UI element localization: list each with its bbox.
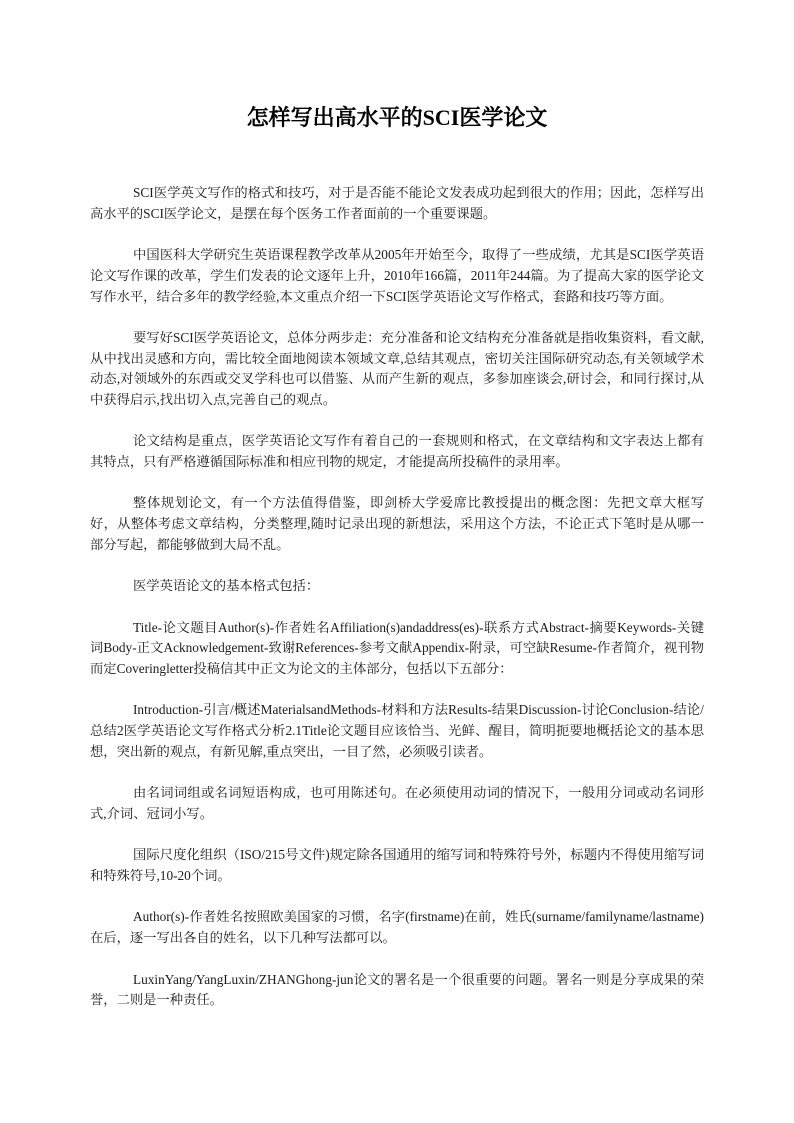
paragraph: 整体规划论文，有一个方法值得借鉴，即剑桥大学爱席比教授提出的概念图：先把文章大框写好，从整体考虑文章结构，分类整理,随时记录出现的新想法，采用这个方法，不论正式下笔时是从哪一部分写起，都能够做到大局不乱。 xyxy=(90,495,704,552)
paragraph: 中国医科大学研究生英语课程教学改革从2005年开始至今，取得了一些成绩，尤其是SCI医学英语论文写作课的改革，学生们发表的论文逐年上升，2010年166篇，2011年244篇。为了提高大家的医学论文写作水平，结合多年的教学经验,本文重点介绍一下SCI医学英语论文写作格式，套路和技巧等方面。 xyxy=(90,247,704,304)
paragraph: 由名词词组或名词短语构成，也可用陈述句。在必须使用动词的情况下，一般用分词或动名词形式,介词、冠词小写。 xyxy=(90,785,704,821)
paragraph: SCI医学英文写作的格式和技巧，对于是否能不能论文发表成功起到很大的作用；因此，怎样写出高水平的SCI医学论文，是摆在每个医务工作者面前的一个重要课题。 xyxy=(90,185,704,221)
paragraph: 医学英语论文的基本格式包括： xyxy=(133,578,320,594)
paragraph: 论文结构是重点，医学英语论文写作有着自己的一套规则和格式，在文章结构和文字表达上都有其特点，只有严格遵循国际标准和相应刊物的规定，才能提高所投稿件的录用率。 xyxy=(90,433,704,470)
paragraph: 国际尺度化组织（ISO/215号文件)规定除各国通用的缩写词和特殊符号外，标题内不得使用缩写词和特殊符号,10-20个词。 xyxy=(90,847,704,884)
paragraph: LuxinYang/YangLuxin/ZHANGhong-jun论文的署名是一个很重要的问题。署名一则是分享成果的荣誉，二则是一种责任。 xyxy=(90,971,704,1008)
paragraph: Introduction-引言/概述MaterialsandMethods-材料和方法Results-结果Discussion-讨论Conclusion-结论/总结2医学英语论文写作格式分析2.1Title论文题目应该恰当、光鲜、醒目，简明扼要地概括论文的基本思想，突出新的观点，有新见解,重点突出，一目了然，必须吸引读者。 xyxy=(90,702,704,759)
paragraph: 要写好SCI医学英语论文，总体分两步走：充分准备和论文结构充分准备就是指收集资料，看文献,从中找出灵感和方向，需比较全面地阅读本领域文章,总结其观点，密切关注国际研究动态,有关领域学术动态,对领域外的东西或交叉学科也可以借鉴、从而产生新的观点，多参加座谈会,研讨会，和同行探讨,从中获得启示,找出切入点,完善自己的观点。 xyxy=(90,329,704,407)
document-title: 怎样写出高水平的SCI医学论文 xyxy=(246,105,548,130)
document-content xyxy=(90,103,704,1032)
paragraph: Author(s)-作者姓名按照欧美国家的习惯，名字(firstname)在前，姓氏(surname/familyname/lastname)在后，逐一写出各自的姓名，以下几种写法都可以。 xyxy=(90,909,704,946)
paragraph: Title-论文题目Author(s)-作者姓名Affiliation(s)andaddress(es)-联系方式Abstract-摘要Keywords-关键词Body-正文Acknowledgement-致谢References-参考文献Appendix-附录，可空缺Resume-作者简介，视刊物而定Coveringletter投稿信其中正文为论文的主体部分，包括以下五部分： xyxy=(90,619,704,677)
